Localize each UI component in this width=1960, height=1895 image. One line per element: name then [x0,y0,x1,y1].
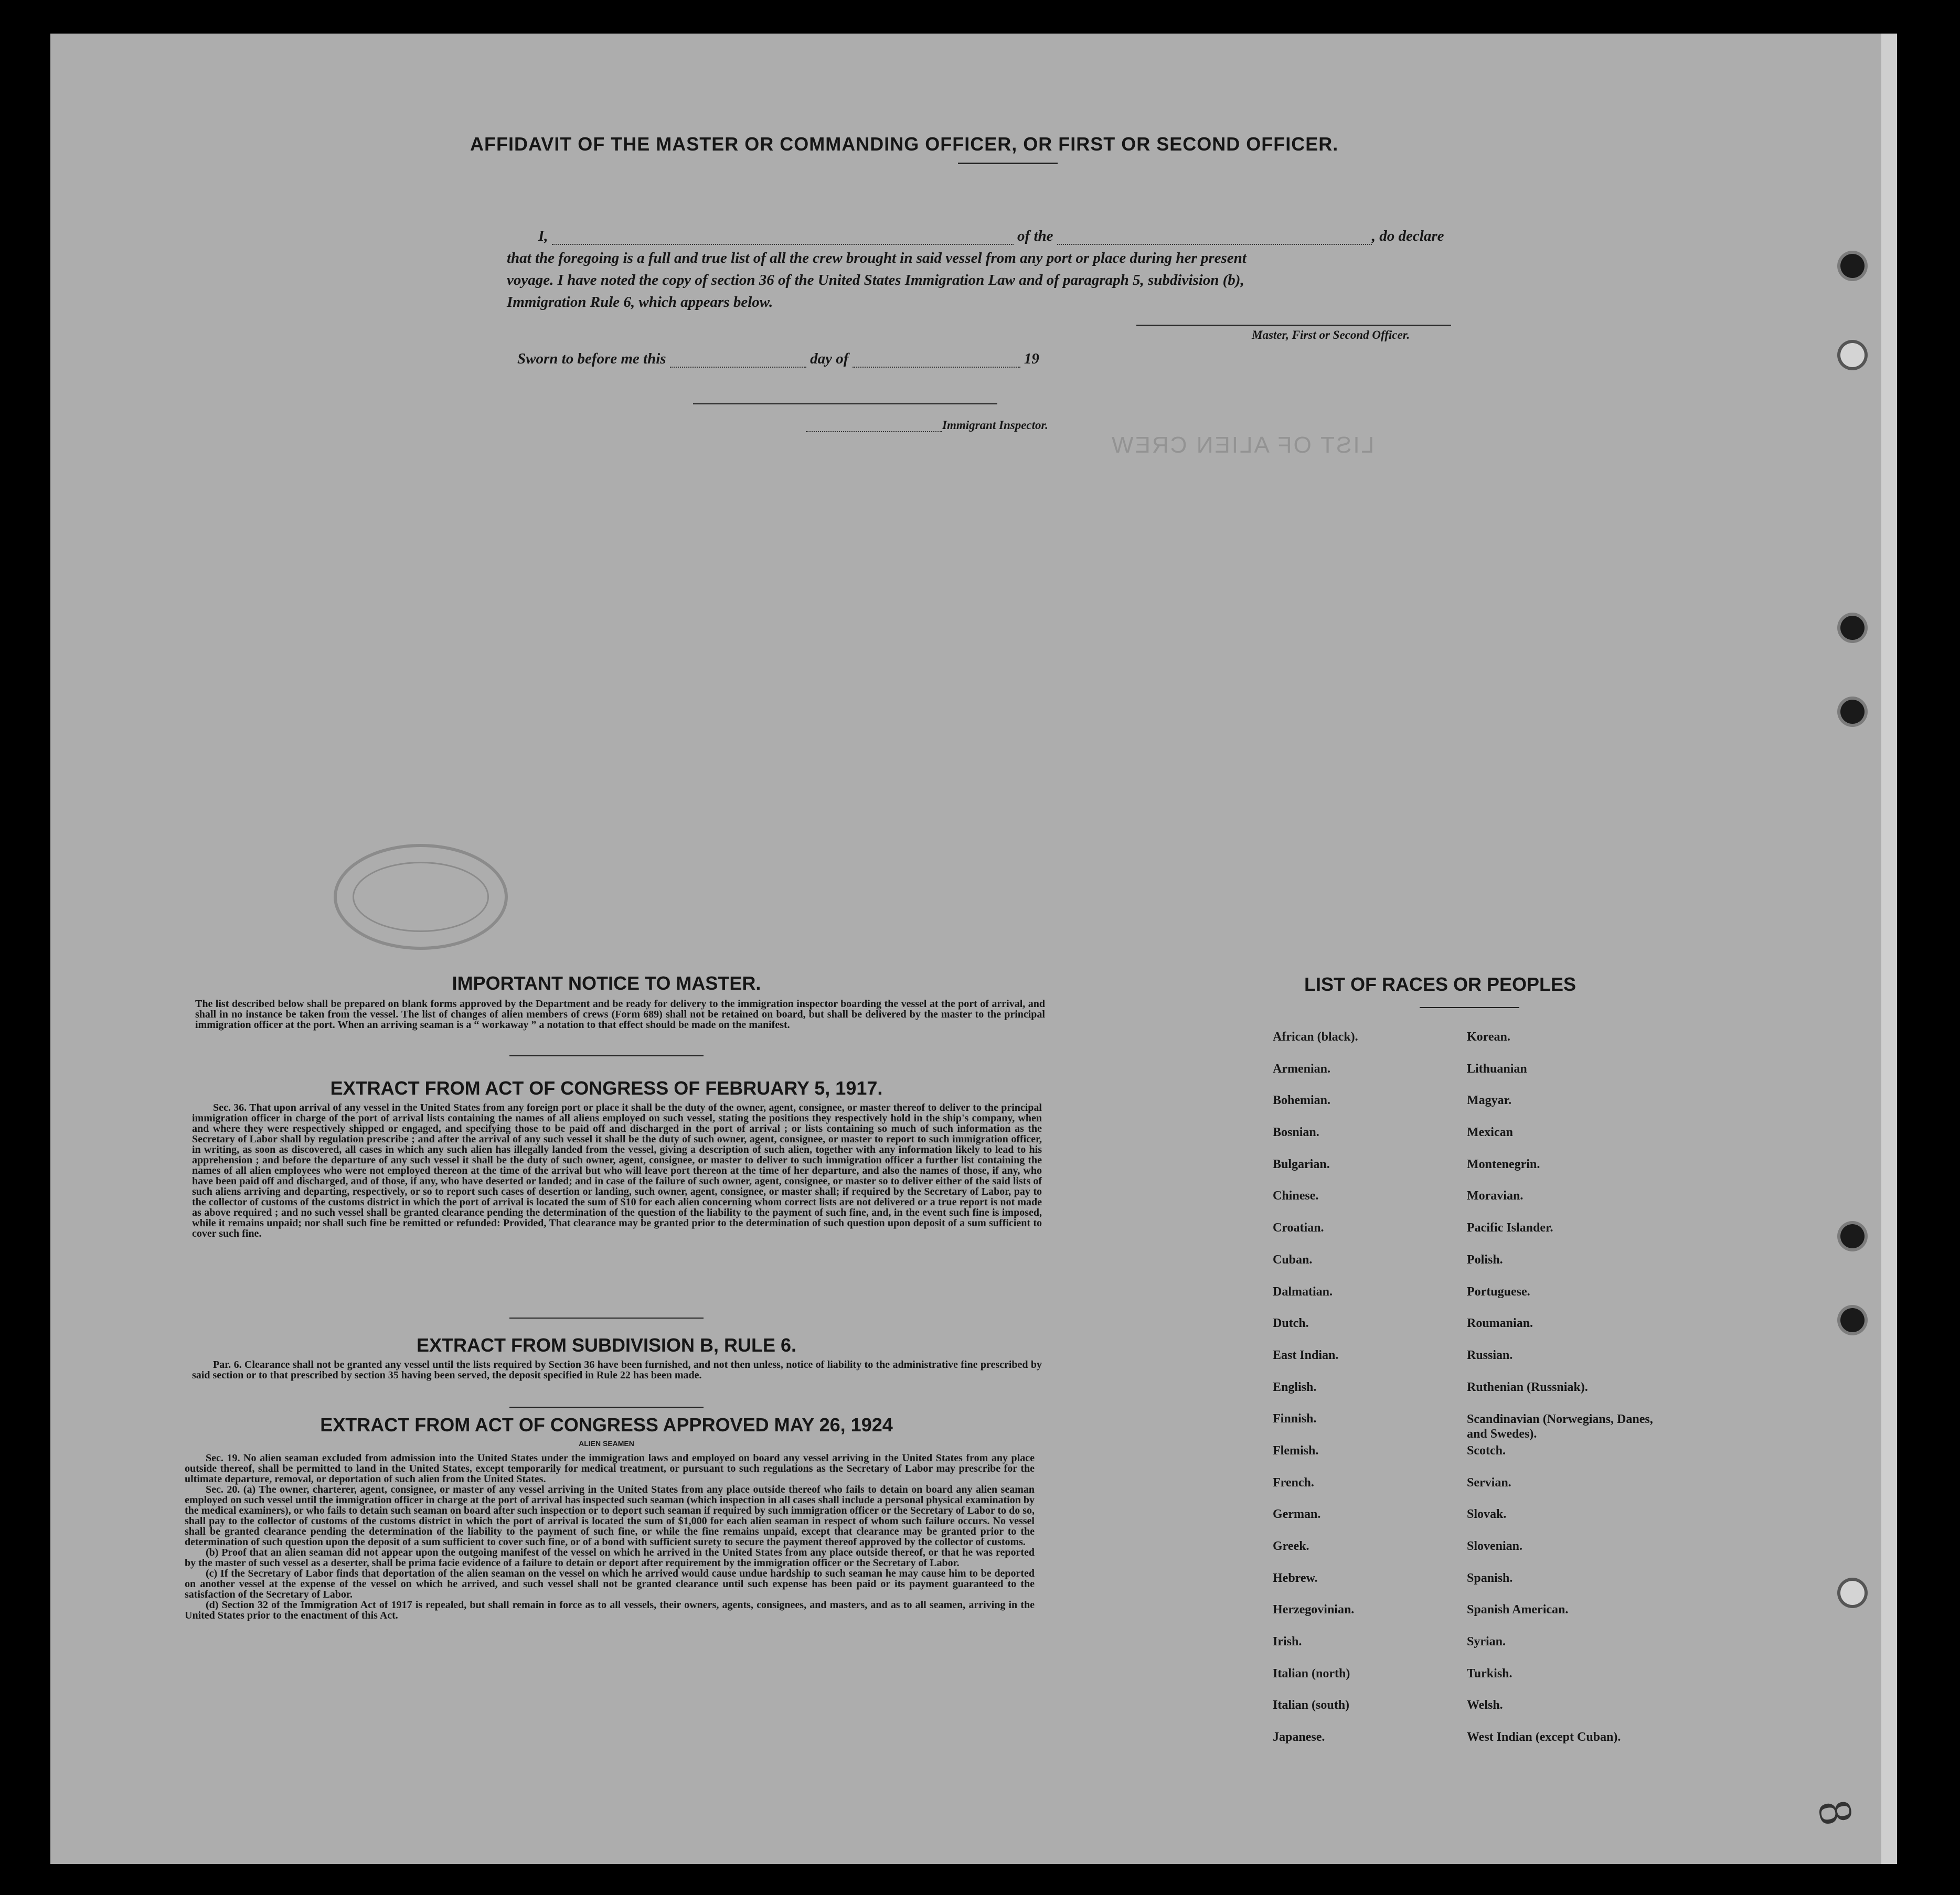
race-item: Flemish. [1273,1443,1319,1458]
race-item: Irish. [1273,1635,1302,1649]
divider [509,1055,704,1056]
binder-hole [1840,700,1865,724]
affidavit-title: AFFIDAVIT OF THE MASTER OR COMMANDING OFFICER, OR FIRST OR SECOND OFFICER. [470,133,1339,155]
race-item: Korean. [1467,1030,1510,1044]
binder-hole [1840,343,1865,367]
race-item: Bohemian. [1273,1094,1331,1108]
inspector-line [806,419,1048,432]
race-item: Welsh. [1467,1698,1503,1712]
race-item: Finnish. [1273,1412,1317,1426]
faded-stamp [334,844,508,950]
race-item: English. [1273,1380,1317,1394]
race-item: Bosnian. [1273,1126,1319,1140]
race-item: Syrian. [1467,1635,1506,1649]
extract-1917-title: EXTRACT FROM ACT OF CONGRESS OF FEBRUARY 5, 1917. [330,1077,883,1099]
race-item: German. [1273,1507,1321,1522]
divider [1420,1007,1519,1008]
divider [958,163,1058,164]
race-item: Roumanian. [1467,1316,1533,1331]
race-item: Spanish. [1467,1571,1513,1585]
race-item: Croatian. [1273,1221,1324,1235]
bleed-through-text: LIST OF ALIEN CREW [1110,432,1375,458]
extract-1917-text: Sec. 36. That upon arrival of any vessel in the United States from any foreign port or place it shall be the duty of the owner, agent, consignee, or master thereof to deliver to the principal immigration officer in charge of the port of arrival lists containing the names of all aliens employed on such vessel, stating the positions they respectively hold in the ship's company, when and where they were respectively shipped or engaged, and specifying those to be paid off and discharged in the port of arrival ; or lists containing so much of such information as the Secretary of Labor shall by regulation prescribe ; and after the arrival of any such vessel it shall be the duty of such owner, agent, consignee, or master to report to such immigration officer, in writing, as soon as discovered, all cases in which any such alien has illegally landed from the vessel, giving a description of such alien, together with any information likely to lead to his apprehension ; and before the departure of any such vessel it shall be the duty of such owner, agent, consignee, or master to deliver to such immigration officer a further list containing the names of all alien employees who were not employed thereon at the time of the arrival but who will leave port thereon at the time of her departure, and also the names of those, if any, who have been paid off and discharged, and of those, if any, who have deserted or landed; and in case of the failure of such owner, agent, consignee, or master so to deliver either of the said lists of such aliens arriving and departing, respectively, or so to report such cases of desertion or landing, such owner, agent, consignee, or master shall; if required by the Secretary of Labor, pay to the collector of customs of the customs district in which the port of arrival is located the sum of $10 for each alien concerning whom correct lists are not delivered or a true report is not made as above required ; and no such vessel shall be granted clearance pending the determination of the question of the liability to the payment of such fine, and, in the event such fine is imposed, while it remains unpaid; nor shall such fine be remitted or refunded: Provided, That clearance may be granted prior to the determination of such question upon deposit of a sum sufficient to cover such fine. [192,1102,1042,1239]
day-of-label: day of [810,350,849,367]
race-item: Polish. [1467,1252,1503,1267]
race-item: Montenegrin. [1467,1157,1540,1171]
binder-hole [1840,1224,1865,1248]
master-label: Master, First or Second Officer. [1252,328,1410,341]
inspector-signature-line[interactable] [693,403,997,404]
race-item: French. [1273,1475,1314,1490]
race-item: Herzegovinian. [1273,1603,1355,1617]
race-item: Armenian. [1273,1062,1330,1076]
sec-20d-text: (d) Section 32 of the Immigration Act of 1917 is repealed, but shall remain in force as to all vessels, their owners, agents, consignees, and masters, and as to all seamen, arriving in the United States prior to the enactment of this Act. [185,1599,1035,1621]
races-title: LIST OF RACES OR PEOPLES [1304,973,1576,995]
name-blank[interactable] [552,244,1014,245]
inspector-blank[interactable] [806,431,942,432]
affidavit-line-2: that the foregoing is a full and true list of all the crew brought in said vessel from any port or place during her present [507,250,1247,266]
race-item: Scandinavian (Norwegians, Danes, and Swedes). [1467,1412,1653,1441]
sec-20b-text: (b) Proof that an alien seaman did not appear upon the outgoing manifest of the vessel on which he arrived in the United States from any place outside thereof, or that he was reported by the master of such vessel as a deserter, shall be prima facie evidence of a failure to detain or deport after requirement by the immigration officer or the Secretary of Labor. [185,1547,1035,1569]
race-item: Spanish American. [1467,1603,1569,1617]
binder-hole [1840,1581,1865,1605]
race-item: West Indian (except Cuban). [1467,1730,1621,1744]
affidavit-declare-label: , do declare [1371,228,1444,244]
races-left-column [1273,1030,1358,1762]
race-item: Russian. [1467,1348,1513,1362]
race-item: Pacific Islander. [1467,1221,1553,1235]
race-item: African (black). [1273,1030,1358,1044]
affidavit-line-1 [507,228,1546,245]
affidavit-line-3: voyage. I have noted the copy of section 36 of the United States Immigration Law and of paragraph 5, subdivision (b), [507,272,1244,288]
race-item: Magyar. [1467,1094,1512,1108]
binder-holes [1832,34,1874,1864]
inspector-label: Immigrant Inspector. [942,419,1048,432]
subdivision-title: EXTRACT FROM SUBDIVISION B, RULE 6. [416,1334,797,1356]
sworn-line [517,350,1039,368]
race-item: Slovenian. [1467,1539,1523,1553]
day-blank[interactable] [670,367,806,368]
affidavit-line-4: Immigration Rule 6, which appears below. [507,294,773,311]
sec-20a-text: Sec. 20. (a) The owner, charterer, agent, consignee, or master of any vessel arriving in the United States from any place outside thereof who fails to detain on board any alien seaman employed on such vessel until the immigration officer in charge at the port of arrival has inspected such seaman (which inspection in all cases shall include a personal physical examination by the medical examiners), or who fails to detain such seaman on board after such inspection or to deport such seaman if required by such immigration officer or the Secretary of Labor to do so, shall pay to the collector of customs of the customs district in which the port of arrival is located the sum of $1,000 for each alien seaman in respect of whom such failure occurs. No vessel shall be granted clearance pending the determination of the liability to the payment of such fine, or while the fine remains unpaid, except that clearance may be granted prior to the determination of such question upon the deposit of a sum sufficient to cover such fine, or of a bond with sufficient surety to secure the payment thereof approved by the collector of customs. [185,1484,1035,1548]
extract-1924-title: EXTRACT FROM ACT OF CONGRESS APPROVED MAY 26, 1924 [320,1414,893,1436]
race-item: Hebrew. [1273,1571,1318,1585]
year-label: 19 [1024,350,1039,367]
race-item: Greek. [1273,1539,1309,1553]
document-page [50,34,1897,1864]
vessel-blank[interactable] [1057,244,1372,245]
race-item: Ruthenian (Russniak). [1467,1380,1588,1394]
subdivision-text: Par. 6. Clearance shall not be granted any vessel until the lists required by Section 36 have been furnished, and not then unless, notice of liability to the administrative fine prescribed by said section or to that prescribed by section 35 having been served, the deposit specified in Rule 22 has been made. [192,1359,1042,1381]
notice-title: IMPORTANT NOTICE TO MASTER. [452,972,761,994]
month-blank[interactable] [853,367,1020,368]
race-item: Servian. [1467,1475,1511,1490]
race-item: Chinese. [1273,1189,1319,1203]
race-item: Italian (south) [1273,1698,1350,1712]
sworn-label: Sworn to before me this [517,350,666,367]
binder-hole [1840,616,1865,640]
binder-hole [1840,1308,1865,1332]
race-item: Cuban. [1273,1252,1313,1267]
races-right-column [1467,1030,1666,1762]
race-item: Portuguese. [1467,1284,1530,1299]
extract-1924-subtitle: ALIEN SEAMEN [579,1439,634,1448]
affidavit-of-label: of the [1017,228,1053,244]
race-item: Bulgarian. [1273,1157,1330,1171]
notice-text: The list described below shall be prepared on blank forms approved by the Department and be ready for delivery to the immigration inspector boarding the vessel at the port of arrival, and shall in no instance be taken from the vessel. The list of changes of alien members of crews (Form 689) shall not be retained on board, but shall be delivered by the master to the principal immigration officer at the port. When an arriving seaman is a “ workaway ” a notation to that effect should be made on the manifest. [195,998,1045,1031]
race-item: Lithuanian [1467,1062,1527,1076]
binder-hole [1840,254,1865,278]
affidavit-i-label: I, [538,228,548,244]
race-item: Scotch. [1467,1443,1506,1458]
extract-1924-body [185,1453,1035,1621]
divider [509,1318,704,1319]
race-item: Slovak. [1467,1507,1507,1522]
master-signature-line[interactable] [1136,325,1451,326]
race-item: Dalmatian. [1273,1284,1333,1299]
race-item: East Indian. [1273,1348,1339,1362]
race-item: Mexican [1467,1126,1513,1140]
sec-19-text: Sec. 19. No alien seaman excluded from admission into the United States under the immigration laws and employed on board any vessel arriving in the United States from any place outside thereof, shall be permitted to land in the United States, except temporarily for medical treatment, or pursuant to such regulations as the Secretary of Labor may prescribe for the ultimate departure, removal, or deportation of such alien from the United States. [185,1452,1035,1485]
race-item: Italian (north) [1273,1666,1350,1680]
sec-20c-text: (c) If the Secretary of Labor finds that deportation of the alien seaman on the vessel on which he arrived would cause undue hardship to such seaman he may cause him to be deported on another vessel at the expense of the vessel on which he arrived, and such vessel shall not be granted clearance until such expense has been paid or its payment guaranteed to the satisfaction of the Secretary of Labor. [185,1568,1035,1600]
margin-mark: 8 [1807,1796,1863,1829]
race-item: Moravian. [1467,1189,1524,1203]
race-item: Dutch. [1273,1316,1309,1331]
divider [509,1407,704,1408]
race-item: Japanese. [1273,1730,1325,1744]
race-item: Turkish. [1467,1666,1512,1680]
